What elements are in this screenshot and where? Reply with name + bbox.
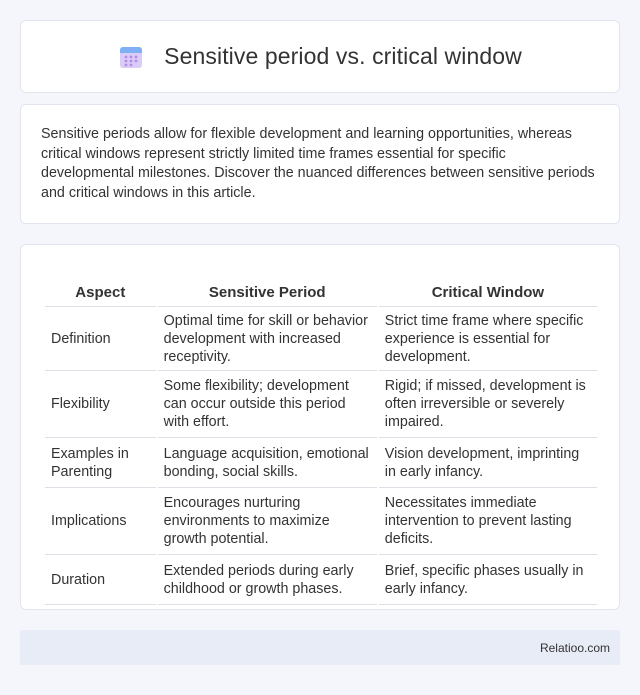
- calendar-icon: [118, 44, 144, 70]
- header-sensitive-period: Sensitive Period: [158, 265, 377, 307]
- table-row: [45, 307, 597, 371]
- comparison-card: [20, 244, 620, 610]
- footer-brand[interactable]: Relatioo.com: [539, 640, 610, 655]
- table-row: [45, 555, 597, 605]
- comparison-table: [43, 265, 599, 605]
- table-header-row: [45, 265, 597, 307]
- aspect-cell: Definition: [45, 307, 156, 371]
- sensitive-cell: Extended periods during early childhood or growth phases.: [158, 555, 377, 605]
- critical-cell: Necessitates immediate intervention to prevent lasting deficits.: [379, 488, 597, 555]
- sensitive-cell: Some flexibility; development can occur outside this period with effort.: [158, 371, 377, 438]
- sensitive-cell: Language acquisition, emotional bonding, social skills.: [158, 438, 377, 488]
- title-card: [20, 20, 620, 93]
- table-row: [45, 371, 597, 438]
- header-aspect: Aspect: [45, 265, 156, 307]
- header-critical-window: Critical Window: [379, 265, 597, 307]
- table-row: [45, 438, 597, 488]
- table-row: [45, 488, 597, 555]
- intro-text: Sensitive periods allow for flexible development and learning opportunities, whereas critical windows represent strictly limited time frames essential for specific developmental milestones. Discover the nuanced differences between sensitive periods and critical windows in this article.: [41, 126, 595, 201]
- sensitive-cell: Optimal time for skill or behavior development with increased receptivity.: [158, 307, 377, 371]
- aspect-cell: Duration: [45, 555, 156, 605]
- critical-cell: Brief, specific phases usually in early infancy.: [379, 555, 597, 605]
- aspect-cell: Examples in Parenting: [45, 438, 156, 488]
- page-title: Sensitive period vs. critical window: [164, 43, 522, 69]
- aspect-cell: Flexibility: [45, 371, 156, 438]
- footer: [20, 630, 620, 665]
- intro-card: [20, 104, 620, 224]
- critical-cell: Strict time frame where specific experience is essential for development.: [379, 307, 597, 371]
- critical-cell: Rigid; if missed, development is often irreversible or severely impaired.: [379, 371, 597, 438]
- sensitive-cell: Encourages nurturing environments to maximize growth potential.: [158, 488, 377, 555]
- aspect-cell: Implications: [45, 488, 156, 555]
- critical-cell: Vision development, imprinting in early infancy.: [379, 438, 597, 488]
